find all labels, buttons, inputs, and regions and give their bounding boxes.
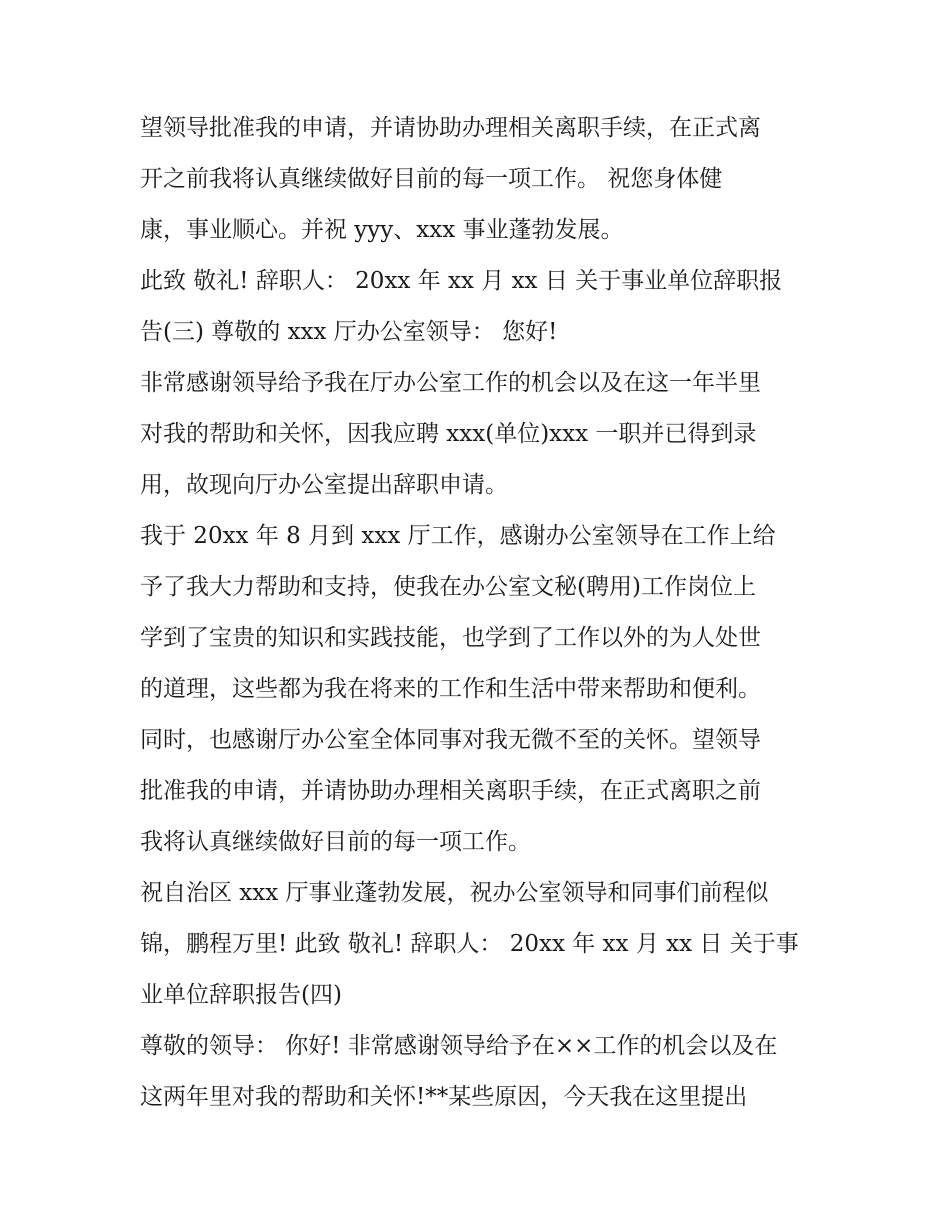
text-line: 此致 敬礼! 辞职人： 20xx 年 xx 月 xx 日 关于事业单位辞职报 — [140, 268, 783, 294]
text-line: 的道理，这些都为我在将来的工作和生活中带来帮助和便利。 — [140, 676, 761, 702]
text-line: 予了我大力帮助和支持，使我在办公室文秘(聘用)工作岗位上 — [140, 574, 756, 600]
text-line: 业单位辞职报告(四) — [140, 982, 342, 1008]
text-line: 我于 20xx 年 8 月到 xxx 厅工作，感谢办公室领导在工作上给 — [140, 523, 776, 549]
text-line: 尊敬的领导： 你好! 非常感谢领导给予在××工作的机会以及在 — [140, 1033, 778, 1059]
text-line: 开之前我将认真继续做好目前的每一项工作。 祝您身体健 — [140, 166, 723, 192]
text-line: 这两年里对我的帮助和关怀!**某些原因，今天我在这里提出 — [140, 1084, 748, 1110]
text-line: 锦，鹏程万里! 此致 敬礼! 辞职人： 20xx 年 xx 月 xx 日 关于事 — [140, 931, 799, 957]
text-line: 对我的帮助和关怀，因我应聘 xxx(单位)xxx 一职并已得到录 — [140, 421, 757, 447]
text-line: 批准我的申请，并请协助办理相关离职手续，在正式离职之前 — [140, 778, 761, 804]
text-line: 康，事业顺心。并祝 yyy、xxx 事业蓬勃发展。 — [140, 217, 624, 243]
text-line: 学到了宝贵的知识和实践技能，也学到了工作以外的为人处世 — [140, 625, 761, 651]
text-line: 非常感谢领导给予我在厅办公室工作的机会以及在这一年半里 — [140, 370, 761, 396]
text-line: 望领导批准我的申请，并请协助办理相关离职手续，在正式离 — [140, 115, 761, 141]
text-line: 告(三) 尊敬的 xxx 厅办公室领导： 您好! — [140, 319, 558, 345]
document-body — [140, 103, 830, 1123]
text-line: 用，故现向厅办公室提出辞职申请。 — [140, 472, 508, 498]
text-line: 祝自治区 xxx 厅事业蓬勃发展，祝办公室领导和同事们前程似 — [140, 880, 769, 906]
text-line: 我将认真继续做好目前的每一项工作。 — [140, 829, 531, 855]
text-line: 同时，也感谢厅办公室全体同事对我无微不至的关怀。望领导 — [140, 727, 761, 753]
